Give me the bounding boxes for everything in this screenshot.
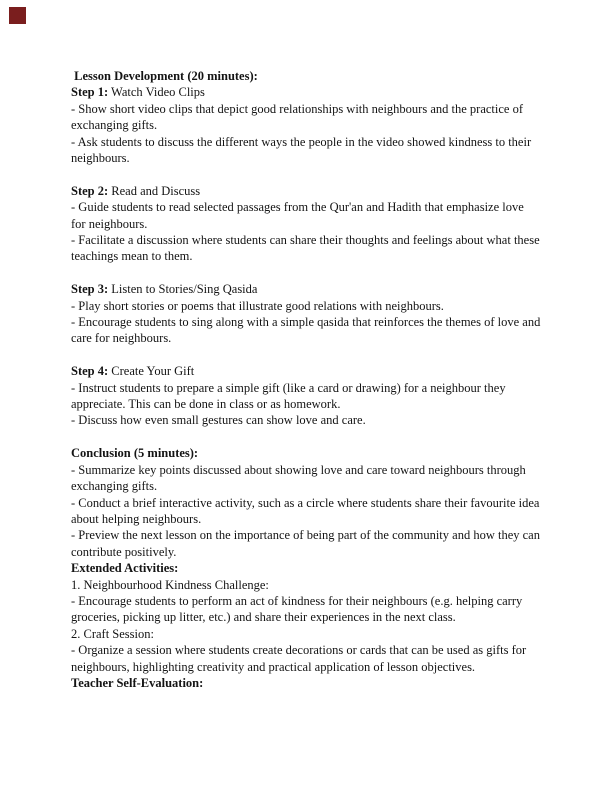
body-paragraph: - Discuss how even small gestures can show love and care. [71,413,366,428]
spacer-line [71,347,541,363]
body-paragraph: 1. Neighbourhood Kindness Challenge: [71,577,269,592]
body-paragraph: - Facilitate a discussion where students can share their thoughts and feelings about what these teachings mean to them. [71,233,543,264]
step-paragraph [71,363,541,379]
body-paragraph: - Ask students to discuss the different ways the people in the video showed kindness to their neighbours. [71,134,535,166]
step-title: Read and Discuss [108,183,201,198]
body-paragraph: - Show short video clips that depict good relationships with neighbours and the practice of exchanging gifts. [71,101,527,133]
body-paragraph: - Summarize key points discussed about showing love and care toward neighbours through exchanging gifts. [71,462,529,494]
body-paragraph: - Guide students to read selected passages from the Qur'an and Hadith that emphasize love for neighbours. [71,200,527,231]
section-heading: Lesson Development (20 minutes): [71,69,258,83]
step-title: Create Your Gift [108,364,195,379]
step-paragraph [71,84,541,100]
spacer-line [71,429,541,445]
step-label: Step 4: [71,364,109,379]
body-paragraph: - Instruct students to prepare a simple gift (like a card or drawing) for a neighbour they appreciate. This can be done in class or as homework. [71,380,509,412]
section-heading: Teacher Self-Evaluation: [71,675,204,690]
body-paragraph: 2. Craft Session: [71,626,154,641]
step-label: Step 3: [71,282,109,297]
step-label: Step 1: [71,85,109,100]
section-heading: Extended Activities: [71,561,179,576]
body-paragraph: - Encourage students to sing along with a simple qasida that reinforces the themes of love and care for neighbours. [71,315,544,346]
section-heading: Conclusion (5 minutes): [71,446,199,461]
document-body [71,68,544,691]
step-label: Step 2: [71,183,109,198]
page-corner-mark [9,7,26,24]
body-paragraph: - Preview the next lesson on the importance of being part of the community and how they can contribute positively. [71,528,544,559]
spacer-line [71,265,541,281]
step-title: Watch Video Clips [108,85,205,100]
body-paragraph: - Encourage students to perform an act of kindness for their neighbours (e.g. helping carry groceries, picking up litter, etc.) and share their experiences in the next class. [71,593,526,625]
body-paragraph: - Conduct a brief interactive activity, such as a circle where students share their favourite idea about helping neighbours. [71,495,543,526]
spacer-line [71,166,541,182]
body-paragraph: - Play short stories or poems that illustrate good relations with neighbours. [71,298,444,313]
step-title: Listen to Stories/Sing Qasida [108,282,258,297]
body-paragraph: - Organize a session where students create decorations or cards that can be used as gifts for neighbours, highlighting creativity and practical application of lesson objectives. [71,643,530,674]
step-paragraph [71,183,541,199]
step-paragraph [71,281,541,297]
